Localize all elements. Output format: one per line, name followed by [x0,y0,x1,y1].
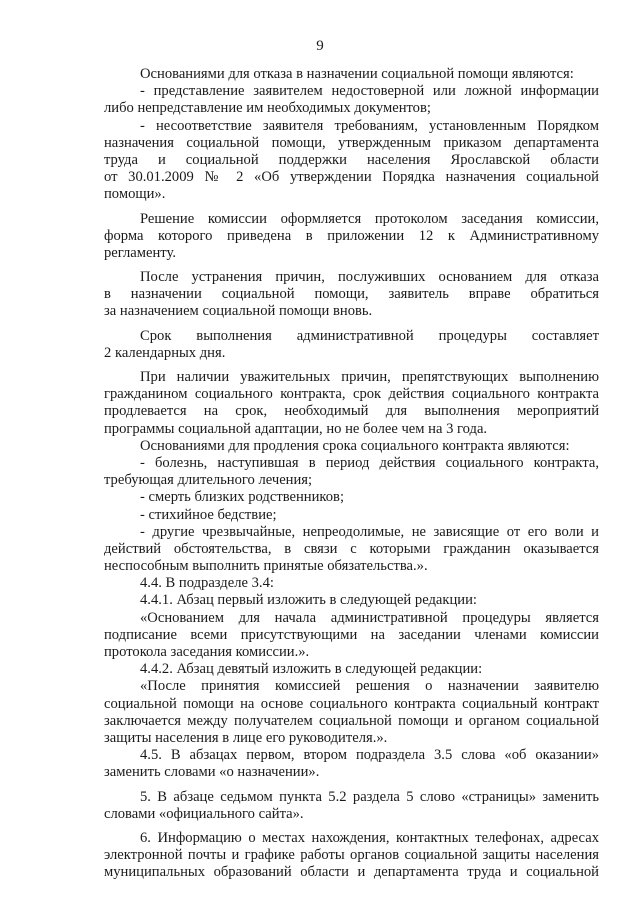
text-line: заменить словами «о назначении». [104,764,320,781]
text-line: 4.4.2. Абзац девятый изложить в следующей редакции: [140,661,483,678]
text-line: - болезнь, наступившая в период действия социального контракта, [140,454,599,471]
text-line: действий обстоятельства, в связи с которыми гражданин оказывается [104,540,599,557]
text-line: 2 календарных дня. [104,344,226,361]
text-line: от 30.01.2009 № 2 «Об утверждении Порядка назначения социальной [104,169,599,186]
text-line: в назначении социальной помощи, заявитель вправе обратиться [104,286,599,303]
text-line: 6. Информацию о местах нахождения, контактных телефонах, адресах [140,829,599,846]
text-line: подписание всеми присутствующими на заседании членами комиссии [104,626,599,643]
text-line: 5. В абзаце седьмом пункта 5.2 раздела 5 слово «страницы» заменить [140,788,599,805]
text-line: муниципальных образований области и департамента труда и социальной [104,864,599,881]
text-line: - стихийное бедствие; [140,506,277,523]
text-line: заключается между получателем социальной помощи и органом социальной [104,712,599,729]
text-line: 4.5. В абзацах первом, втором подраздела 3.5 слова «об оказании» [140,747,599,764]
text-line: электронной почты и графике работы органов социальной защиты населения [104,847,599,864]
text-line: «После принятия комиссией решения о назначении заявителю [140,678,599,695]
text-line: протокола заседания комиссии.». [104,644,310,660]
text-line: за назначением социальной помощи вновь. [104,303,373,320]
text-line: неспособным выполнить принятые обязательства.». [104,558,428,575]
text-line: Решение комиссии оформляется протоколом заседания комиссии, [140,210,599,227]
text-line: При наличии уважительных причин, препятствующих выполнению [140,369,599,385]
text-line: либо непредставление им необходимых документов; [104,100,431,117]
text-line: форма которого приведена в приложении 12 к Административному [104,227,599,244]
text-line: социальной помощи на основе социального контракта социальный контракт [104,695,599,712]
text-line: продлевается на срок, необходимый для выполнения мероприятий [104,403,599,420]
text-line: требующая длительного лечения; [104,472,313,489]
text-line: - несоответствие заявителя требованиям, установленным Порядком [140,117,599,134]
text-line: словами «официального сайта». [104,805,304,822]
text-line: гражданином социального контракта, срок действия социального контракта [104,386,599,403]
text-line: Основаниями для отказа в назначении социальной помощи являются: [140,66,574,82]
text-line: - смерть близких родственников; [140,489,345,506]
text-line: программы социальной адаптации, но не более чем на 3 года. [104,420,488,437]
text-line: регламенту. [104,244,176,261]
text-line: - представление заявителем недостоверной или ложной информации [140,83,599,100]
text-line: труда и социальной поддержки населения Ярославской области [104,151,599,168]
text-line: защиты населения в лице его руководителя.». [104,729,388,746]
text-line: 4.4. В подразделе 3.4: [140,575,274,592]
document-body [104,66,599,881]
text-line: Срок выполнения административной процедуры составляет [140,327,599,344]
text-line: Основаниями для продления срока социального контракта являются: [140,437,570,454]
page-number: 9 [316,38,324,54]
text-line: помощи». [104,186,166,203]
text-line: 4.4.1. Абзац первый изложить в следующей редакции: [140,592,477,609]
text-line: После устранения причин, послуживших основанием для отказа [140,269,599,286]
text-line: - другие чрезвычайные, непреодолимые, не зависящие от его воли и [140,523,599,540]
text-line: назначения социальной помощи, утвержденным приказом департамента [104,134,599,151]
text-line: «Основанием для начала административной процедуры является [140,609,599,626]
